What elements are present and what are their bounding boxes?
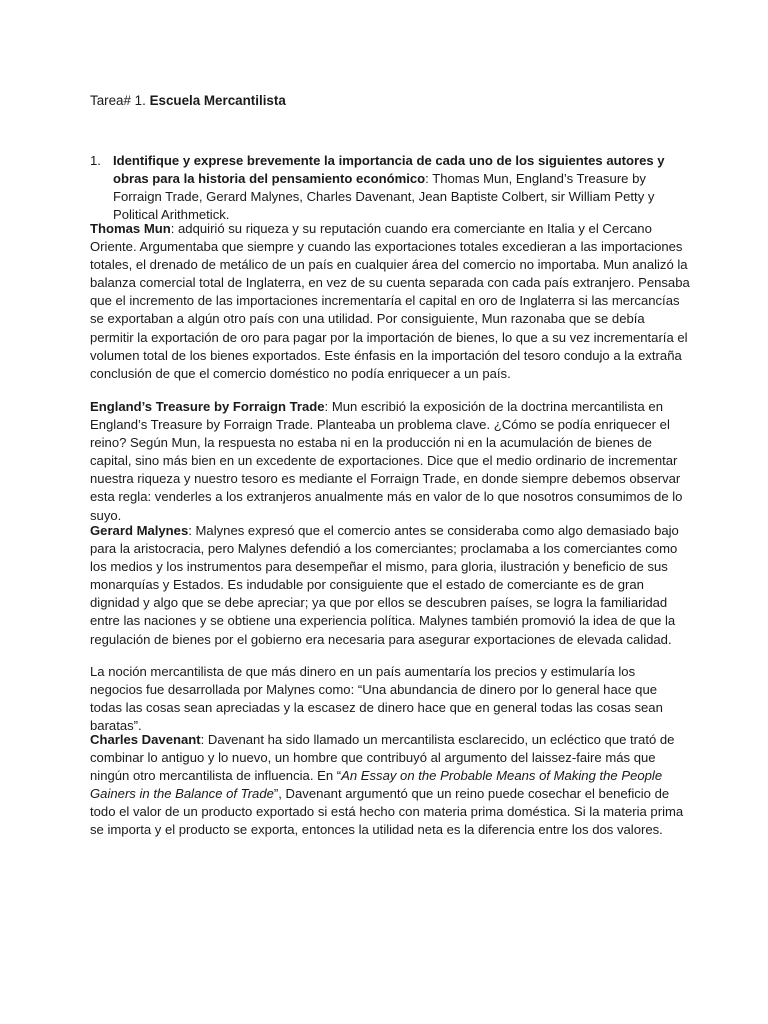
paragraph-body-before: : Davenant ha sido llamado un mercantilista esclarecido, un ecléctico que trató de combinar lo antiguo y lo nuevo, un hombre que contribuyó al argumento del laissez-faire más que ningún otro mercantilista de influencia. En “ [90,732,675,784]
title-bold: Escuela Mercantilista [149,93,286,108]
paragraph-label: Charles Davenant [90,732,201,747]
question-item [90,152,690,224]
paragraph-body: : adquirió su riqueza y su reputación cuando era comerciante en Italia y el Cercano Oriente. Argumentaba que siempre y cuando las exportaciones totales excedieran a las importaciones totales, el drenado de metálico de un país en cualquier área del comercio no importaba. Mun analizó la balanza comercial total de Inglaterra, en vez de su cuenta separada con cada país extranjero. Pensaba que el incremento de las importaciones incrementaría el capital en oro de Inglaterra si las mercancías se exportaban a algún otro país con una utilidad. Por consiguiente, Mun razonaba que se debía permitir la exportación de oro para pagar por la importación de bienes, lo que a su vez incrementaría el volumen total de los bienes exportados. Este énfasis en la importación del tesoro condujo a la extraña conclusión de que el comercio doméstico no podía enriquecer a un país. [90,221,690,381]
paragraph-englands-treasure [90,398,690,525]
paragraph-body: : Mun escribió la exposición de la doctrina mercantilista en England’s Treasure by Forraign Trade. Planteaba un problema clave. ¿Cómo se podía enriquecer el reino? Según Mun, la respuesta no estaba ni en la producción ni en la acumulación de bienes de capital, sino más bien en un excedente de exportaciones. Dice que el medio ordinario de incrementar nuestra riqueza y nuestro tesoro es mediante el Forraign Trade, en donde siempre debemos observar esta regla: venderles a los extranjeros anualmente más en valor de lo que nosotros consumimos de lo suyo. [90,399,683,523]
title-prefix: Tarea# 1. [90,93,150,108]
paragraph-thomas-mun [90,220,690,383]
essay-title: An Essay on the Probable Means of Making the People Gainers in the Balance of Trade [90,768,663,802]
paragraph-gerard-malynes [90,522,690,649]
question-rest: : Thomas Mun, England’s Treasure by Forraign Trade, Gerard Malynes, Charles Davenant, Jean Baptiste Colbert, sir William Petty y Political Arithmetick. [113,171,655,223]
question-number: 1. [90,153,101,168]
document-title [90,92,286,110]
paragraph-body-after: ”, Davenant argumentó que un reino puede cosechar el beneficio de todo el valor de un producto exportado si está hecho con materia prima doméstica. Si la materia prima se importa y el producto se exporta, entonces la utilidad neta es la diferencia entre los dos valores. [90,786,684,838]
paragraph-money-notion [90,663,690,735]
paragraph-charles-davenant [90,731,690,840]
question-bold: Identifique y exprese brevemente la importancia de cada uno de los siguientes autores y obras para la historia del pensamiento económico [113,153,665,187]
paragraph-label: England’s Treasure by Forraign Trade [90,399,325,414]
question-text [113,152,690,224]
paragraph-body: La noción mercantilista de que más dinero en un país aumentaría los precios y estimularía los negocios fue desarrollada por Malynes como: “Una abundancia de dinero por lo general hace que todas las cosas sean apreciadas y la escasez de dinero hace que en general todas las cosas sean baratas”. [90,664,663,734]
paragraph-label: Thomas Mun [90,221,171,236]
paragraph-body: : Malynes expresó que el comercio antes se consideraba como algo demasiado bajo para la aristocracia, pero Malynes defendió a los comerciantes; proclamaba a los comerciantes como los medios y los instrumentos para desempeñar el mismo, para gloria, ilustración y beneficio de sus monarquías y Estados. Es indudable por consiguiente que el estado de comerciante es de gran dignidad y algo que se debe apreciar; ya que por ellos se descubren países, se logra la familiaridad entre las naciones y se obtiene una experiencia política. Malynes también promovió la idea de que la regulación de bienes por el gobierno era necesaria para asegurar exportaciones de elevada calidad. [90,523,679,647]
paragraph-label: Gerard Malynes [90,523,189,538]
